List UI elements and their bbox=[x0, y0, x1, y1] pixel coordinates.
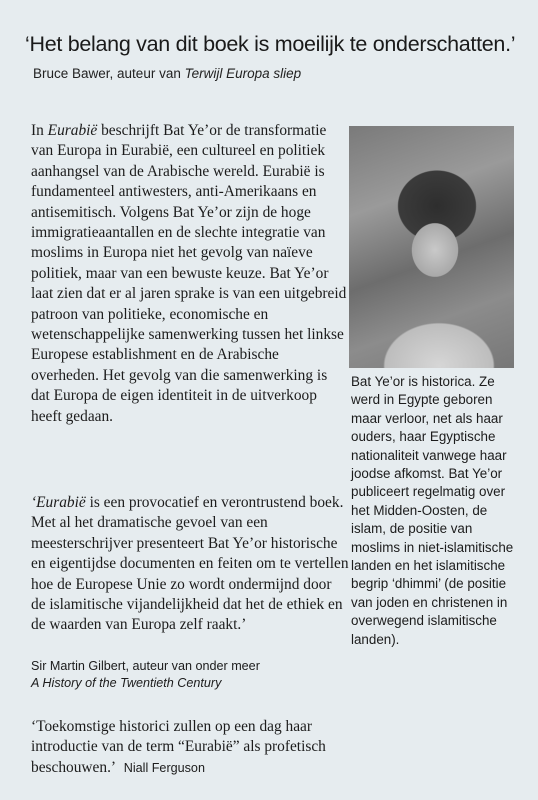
main-paragraph-lead: In bbox=[31, 122, 48, 139]
gilbert-author: Sir Martin Gilbert, auteur van onder meer bbox=[31, 659, 260, 673]
quote-ferguson-author: Niall Ferguson bbox=[123, 760, 205, 775]
main-paragraph bbox=[31, 121, 349, 427]
gilbert-book-title: A History of the Twentieth Century bbox=[31, 676, 222, 690]
quote-gilbert bbox=[31, 493, 349, 636]
quote-gilbert-text: is een provocatief en verontrustend boek. Met al het dramatische gevoel van een meesterschrijver presenteert Bat Ye’or historische en eigentijdse documenten en feiten om te vertellen hoe de Europese Unie zo wordt ondermijnd door de islamitische vijandelijkheid dat het de ethiek en de waarden van Europa zelf raakt.’ bbox=[31, 494, 349, 634]
author-photo bbox=[349, 126, 514, 368]
main-description bbox=[31, 121, 349, 427]
quote-gilbert-title: ‘Eurabië bbox=[31, 494, 86, 511]
attribution-author: Bruce Bawer, auteur van bbox=[33, 66, 185, 81]
top-quote: ‘Het belang van dit boek is moeilijk te onderschatten.’ bbox=[25, 32, 516, 56]
quote-gilbert-attribution bbox=[31, 658, 361, 692]
main-paragraph-title: Eurabië bbox=[47, 122, 98, 139]
quote-ferguson-text: ‘Toekomstige historici zullen op een dag haar introductie van de term “Eurabië” als profetisch beschouwen.’ bbox=[31, 718, 326, 776]
main-paragraph-body: beschrijft Bat Ye’or de transformatie van Europa in Eurabië, een cultureel en politiek aanhangsel van de Arabische wereld. Eurabië is fundamenteel antiwesters, anti-Amerikaans en antisemitisch. Volgens Bat Ye’or zijn de hoge immigratieaantallen en de slechte integratie van moslims in Europa niet het gevolg van naïeve politiek, maar van een bewuste keuze. Bat Ye’or laat zien dat er al jaren sprake is van een uitgebreid patroon van politieke, economische en wetenschappelijke samenwerking tussen het linkse Europese establishment en de Arabische overheden. Het gevolg van die samenwerking is dat Europa de eigen identiteit in de uitverkoop heeft gedaan. bbox=[31, 122, 347, 425]
attribution-book-title: Terwijl Europa sliep bbox=[184, 66, 302, 81]
top-quote-attribution bbox=[33, 66, 301, 81]
quote-ferguson bbox=[31, 717, 349, 778]
photo-caption: Bat Ye’or is historica. Ze werd in Egypte geboren maar verloor, net als haar ouders, haar Egyptische nationaliteit vanwege haar joodse afkomst. Bat Ye’or publiceert regelmatig over het Midden-Oosten, de islam, de positie van moslims in niet-islamitische landen en het islamitische begrip ‘dhimmi’ (de positie van joden en christenen in overwegend islamitische landen). bbox=[351, 374, 514, 647]
